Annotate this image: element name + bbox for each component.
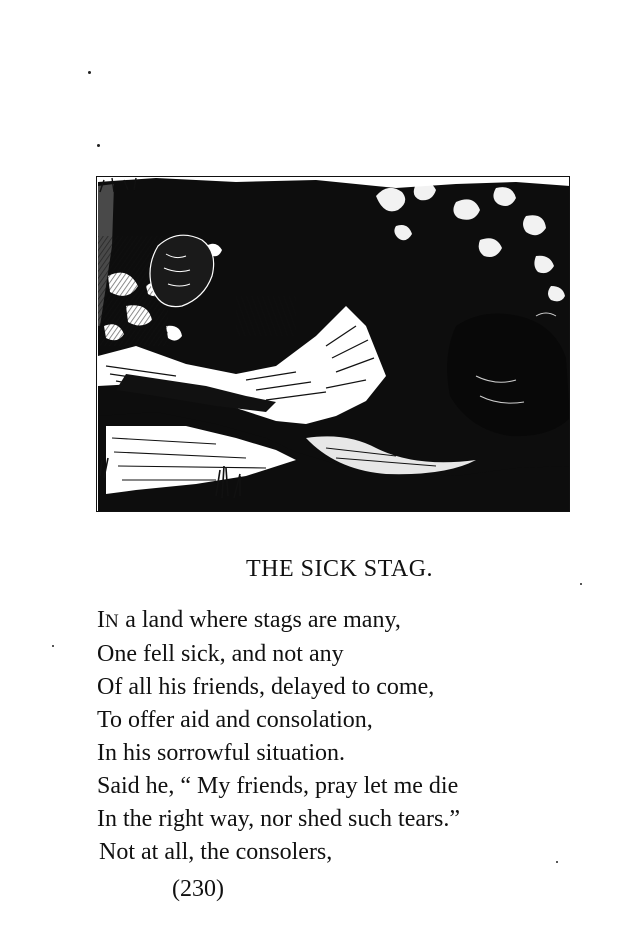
page-number: (230)	[172, 876, 224, 902]
print-speck	[52, 645, 54, 647]
poem-line-5: In his sorrowful situation.	[97, 740, 345, 766]
poem-line-3: Of all his friends, delayed to come,	[97, 674, 435, 700]
stag-engraving	[96, 176, 570, 512]
poem-line-8: Not at all, the consolers,	[99, 839, 333, 865]
engraving-illustration	[96, 176, 570, 512]
poem-line-7: In the right way, nor shed such tears.”	[97, 806, 460, 832]
poem-line-4: To offer aid and consolation,	[97, 707, 373, 733]
poem-line-2: One fell sick, and not any	[97, 641, 344, 667]
poem-stanza	[97, 604, 597, 869]
small-capital: N	[105, 611, 120, 632]
initial-capital: I	[97, 607, 105, 633]
poem-line-6: Said he, “ My friends, pray let me die	[97, 773, 459, 799]
print-speck	[88, 71, 91, 74]
print-speck	[97, 144, 100, 147]
poem-line-1-text: a land where stags are many,	[119, 607, 401, 633]
poem-line-1	[97, 604, 597, 638]
page-title: THE SICK STAG.	[245, 556, 434, 582]
